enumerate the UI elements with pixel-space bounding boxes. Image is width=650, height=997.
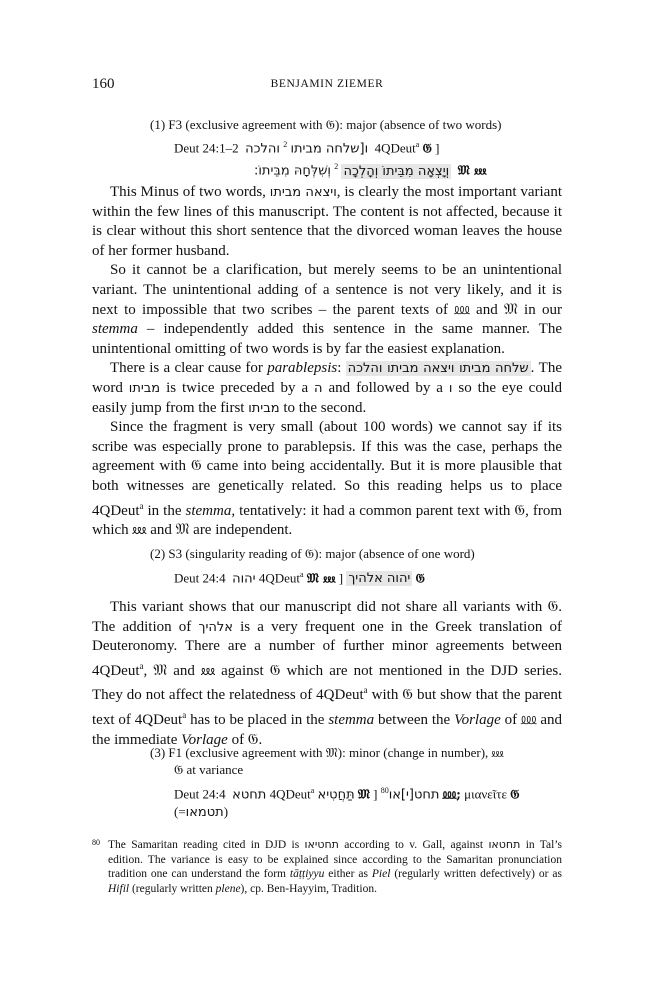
example-1-siglum-g: 𝔊 <box>422 141 432 157</box>
example-3-line <box>150 782 562 803</box>
example-1-line-2 <box>150 158 562 179</box>
example-2-hebrew-highlight: יהוה אלהיך <box>348 571 411 587</box>
example-1-witness: 4QDeut <box>374 140 416 156</box>
paragraph-3: There is a clear cause for parablepsis: שלחה מביתו ויצאה מביתו והלכה . The word מביתו is twice preceded by a ה and followed by a ו so the eye could easily jump from the first מביתו to the second. <box>92 360 563 416</box>
example-1-hebrew-b: ו[שלחה מביתו <box>290 141 369 157</box>
example-1-hebrew-highlight: וְיָצְאָה מִבֵּיתוֹ וְהָלְכָה <box>343 163 450 179</box>
page-header <box>92 76 562 96</box>
example-3-heading-2: 𝔊 at variance <box>174 762 244 777</box>
example-1-hebrew-vocalized: וְשִׁלְּחָהּ מִבֵּיתוֹ: <box>254 163 331 179</box>
example-1-ref: Deut 24:1–2 <box>174 140 239 156</box>
running-head: BENJAMIN ZIEMER <box>270 78 384 90</box>
example-3-siglum-sam: ⅏; <box>442 787 461 803</box>
example-3-retroversion: (=תטמאו) <box>174 804 229 821</box>
footnote-number: 80 <box>92 838 100 847</box>
example-3-hebrew-a: תחטא <box>232 787 267 803</box>
example-2-line <box>150 566 562 587</box>
example-1-heading: (1) F3 (exclusive agreement with 𝔊): major (absence of two words) <box>150 117 502 132</box>
example-3-witness-sup: a <box>310 786 315 795</box>
example-1-line-1 <box>150 136 562 157</box>
example-1-bracket: ] <box>435 140 440 156</box>
example-2-heading: (2) S3 (singularity reading of 𝔊): major (absence of one word) <box>150 546 475 561</box>
body-section-1 <box>92 183 562 541</box>
example-1-verse-sup: 2 <box>283 140 288 149</box>
example-3-bracket: ] <box>373 786 378 802</box>
example-3-witness: 4QDeut <box>269 786 311 802</box>
example-2-siglum-g: 𝔊 <box>415 571 425 587</box>
example-1-verse-sup-2: 2 <box>334 162 339 172</box>
example-1-witness-sup: a <box>415 140 420 149</box>
example-2-sigla: 𝔐 ⅏ <box>306 571 336 587</box>
page-number: 160 <box>92 76 115 92</box>
footnote-80 <box>92 838 562 896</box>
example-3 <box>150 744 562 821</box>
example-2 <box>150 545 562 587</box>
paragraph-4: Since the fragment is very small (about 100 words) we cannot say if its scribe was especially prone to parablepsis. If this was the case, perhaps the agreement with 𝔊 came into being accidentally. But it is more plausible that both witnesses are genetically related. So this reading helps us to place 4QDeut$^a$ in the stemma, tentatively: it had a common parent text with 𝔊, from which ⅏ and 𝔐 are independent. <box>92 419 562 539</box>
example-3-heading: (3) F1 (exclusive agreement with 𝔐): minor (change in number), ⅏ <box>150 745 504 760</box>
example-1-hebrew-a: והלכה <box>245 141 280 157</box>
example-1-sigla: 𝔐 ⅏ <box>457 163 487 179</box>
example-2-ref: Deut 24:4 <box>174 570 226 586</box>
example-1 <box>150 116 562 180</box>
example-3-siglum-g: 𝔊 <box>510 787 520 803</box>
example-3-siglum-m: 𝔐 <box>357 787 370 803</box>
example-3-hebrew-b: תַּחֲטִיא <box>317 787 355 803</box>
paragraph-5: This variant shows that our manuscript did not share all variants with 𝔊. The addition of אלהיך is a very frequent one in the Greek translation of Deuteronomy. There are a number of further minor agreements between 4QDeut$^a$, 𝔐 and ⅏ against 𝔊 which are not mentioned in the DJD series. They do not affect the relatedness of 4QDeut$^a$ with 𝔊 but show that the parent text of 4QDeut$^a$ has to be placed in the stemma between the Vorlage of ⅏ and the immediate Vorlage of 𝔊. <box>92 599 563 748</box>
footnote-ref-80[interactable]: 80 <box>380 786 389 795</box>
example-3-greek: μιανεῖτε <box>464 786 507 802</box>
footnote-text: The Samaritan reading cited in DJD is תחטיאו according to v. Gall, against תחטאו in Tal’s edition. The variance is easy to be explained since according to the Samaritan pronunciation tradition one can understand the form tāṭṭiyyu either as Piel (regularly written defectively) or as Hifil (regularly written plene), cp. Ben-Hayyim, Tradition. <box>108 838 563 895</box>
example-3-hebrew-d: תטמאו <box>185 805 224 821</box>
paragraph-2: So it cannot be a clarification, but merely seems to be an unintentional variant. The unintentional adding of a sentence is not very likely, and it is next to impossible that two scribes – the parent texts of ⅏ and 𝔐 in our stemma – independently added this sentence in the same manner. The unintentional omitting of two words is by far the easiest explanation. <box>92 262 562 357</box>
example-2-hebrew-a: יהוה <box>232 571 256 587</box>
example-3-hebrew-c: תחט[י]או <box>388 787 440 803</box>
example-2-witness-sup: a <box>300 570 304 579</box>
body-section-2 <box>92 598 562 750</box>
example-2-bracket: ] <box>338 570 344 586</box>
paragraph-1: This Minus of two words, ויצאה מביתו, is clearly the most important variant within the few lines of this manuscript. The content is not affected, because it is clear without this short sentence that the divorced woman leaves the house of her former husband. <box>92 184 563 259</box>
example-2-witness: 4QDeut <box>258 570 300 586</box>
example-3-ref: Deut 24:4 <box>174 786 226 802</box>
